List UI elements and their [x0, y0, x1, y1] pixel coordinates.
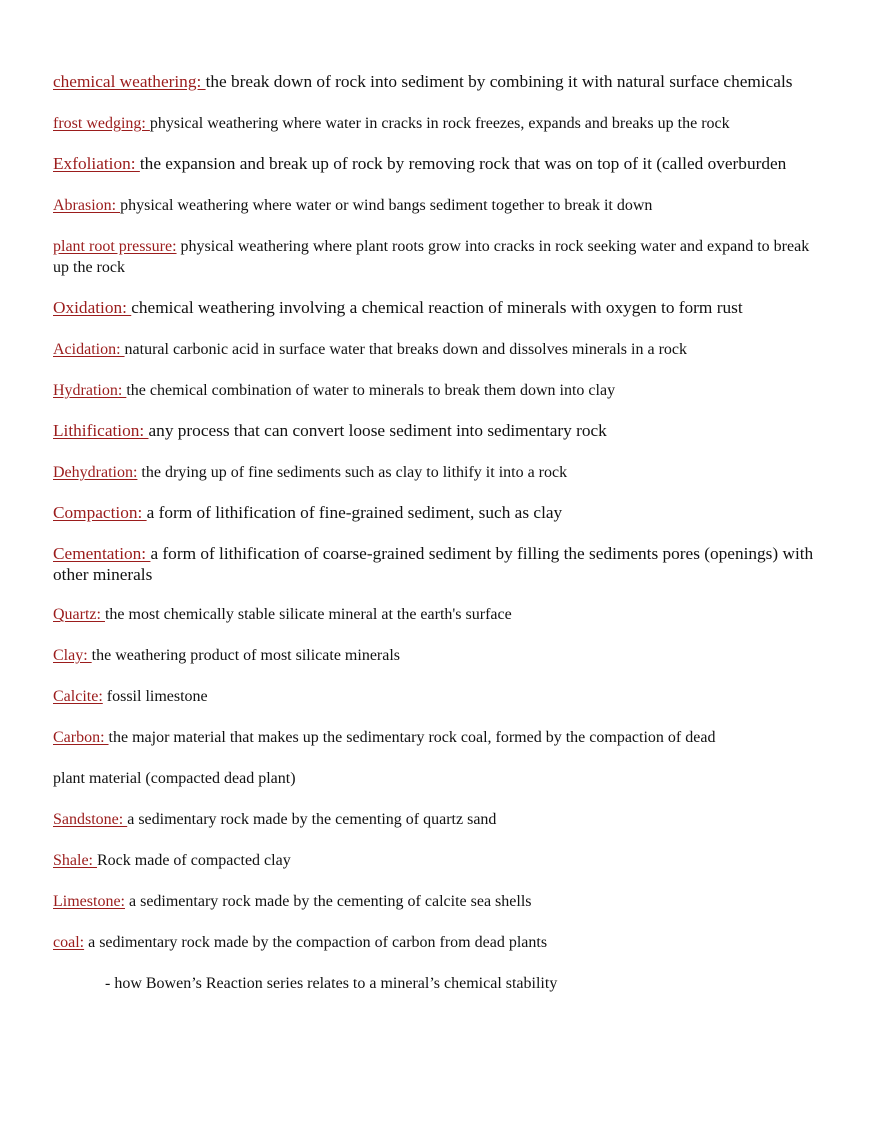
term: Exfoliation:: [53, 154, 140, 173]
term: Limestone:: [53, 893, 125, 910]
term: plant root pressure:: [53, 238, 177, 255]
entry-quartz: [53, 605, 512, 626]
term: Shale:: [53, 852, 97, 869]
entry-carbon: [53, 728, 715, 749]
term: Carbon:: [53, 729, 109, 746]
definition: physical weathering where plant roots grow into cracks in rock seeking water and expand to break up the rock: [53, 238, 810, 276]
term: Lithification:: [53, 421, 149, 440]
definition: natural carbonic acid in surface water that breaks down and dissolves minerals in a rock: [124, 341, 688, 358]
definition: plant material (compacted dead plant): [53, 770, 296, 787]
entry-calcite: [53, 687, 208, 708]
term: Oxidation:: [53, 298, 132, 317]
term: Clay:: [53, 647, 92, 664]
definition: the expansion and break up of rock by removing rock that was on top of it (called overburden: [139, 154, 787, 173]
entry-exfoliation: [53, 154, 786, 175]
term: coal:: [53, 934, 85, 951]
definition: chemical weathering involving a chemical reaction of minerals with oxygen to form rust: [131, 298, 743, 317]
definition: the most chemically stable silicate mineral at the earth's surface: [104, 606, 512, 623]
entry-cementation: [53, 544, 828, 585]
entry-dehydration: [53, 463, 567, 484]
entry-shale: [53, 851, 291, 872]
entry-limestone: [53, 892, 532, 913]
entry-compaction: [53, 503, 562, 524]
entry-chemical-weathering: [53, 72, 793, 93]
entry-plant-root-pressure: [53, 237, 823, 278]
term: Quartz:: [53, 606, 105, 623]
definition: a sedimentary rock made by the cementing of calcite sea shells: [124, 893, 532, 910]
definition: the break down of rock into sediment by combining it with natural surface chemicals: [205, 72, 793, 91]
definition: physical weathering where water or wind bangs sediment together to break it down: [120, 197, 653, 214]
definition: Rock made of compacted clay: [97, 852, 291, 869]
definition: the drying up of fine sediments such as clay to lithify it into a rock: [137, 464, 568, 481]
entry-acidation: [53, 340, 687, 361]
definition: the chemical combination of water to minerals to break them down into clay: [126, 382, 616, 399]
term: frost wedging:: [53, 115, 150, 132]
entry-abrasion: [53, 196, 652, 217]
term: Compaction:: [53, 503, 147, 522]
entry-hydration: [53, 381, 615, 402]
definition: fossil limestone: [102, 688, 208, 705]
definition: a sedimentary rock made by the cementing of quartz sand: [127, 811, 497, 828]
term: chemical weathering:: [53, 72, 206, 91]
definition: the major material that makes up the sedimentary rock coal, formed by the compaction of dead: [108, 729, 716, 746]
bullet-bowens-reaction: - how Bowen’s Reaction series relates to a mineral’s chemical stability: [105, 975, 558, 992]
entry-carbon-continued: [53, 769, 296, 790]
definition: a form of lithification of coarse-grained sediment by filling the sediments pores (openings) with other minerals: [53, 544, 814, 584]
definition: a sedimentary rock made by the compaction of carbon from dead plants: [84, 934, 548, 951]
entry-coal: [53, 933, 547, 954]
definition: a form of lithification of fine-grained sediment, such as clay: [146, 503, 563, 522]
entry-clay: [53, 646, 400, 667]
term: Cementation:: [53, 544, 151, 563]
term: Calcite:: [53, 688, 103, 705]
definition: physical weathering where water in cracks in rock freezes, expands and breaks up the rock: [149, 115, 730, 132]
term: Dehydration:: [53, 464, 138, 481]
entry-oxidation: [53, 298, 743, 319]
entry-sandstone: [53, 810, 496, 831]
term: Hydration:: [53, 382, 127, 399]
definition: any process that can convert loose sediment into sedimentary rock: [148, 421, 607, 440]
term: Abrasion:: [53, 197, 121, 214]
term: Sandstone:: [53, 811, 128, 828]
entry-lithification: [53, 421, 607, 442]
term: Acidation:: [53, 341, 125, 358]
definition: the weathering product of most silicate minerals: [91, 647, 401, 664]
entry-frost-wedging: [53, 114, 730, 135]
